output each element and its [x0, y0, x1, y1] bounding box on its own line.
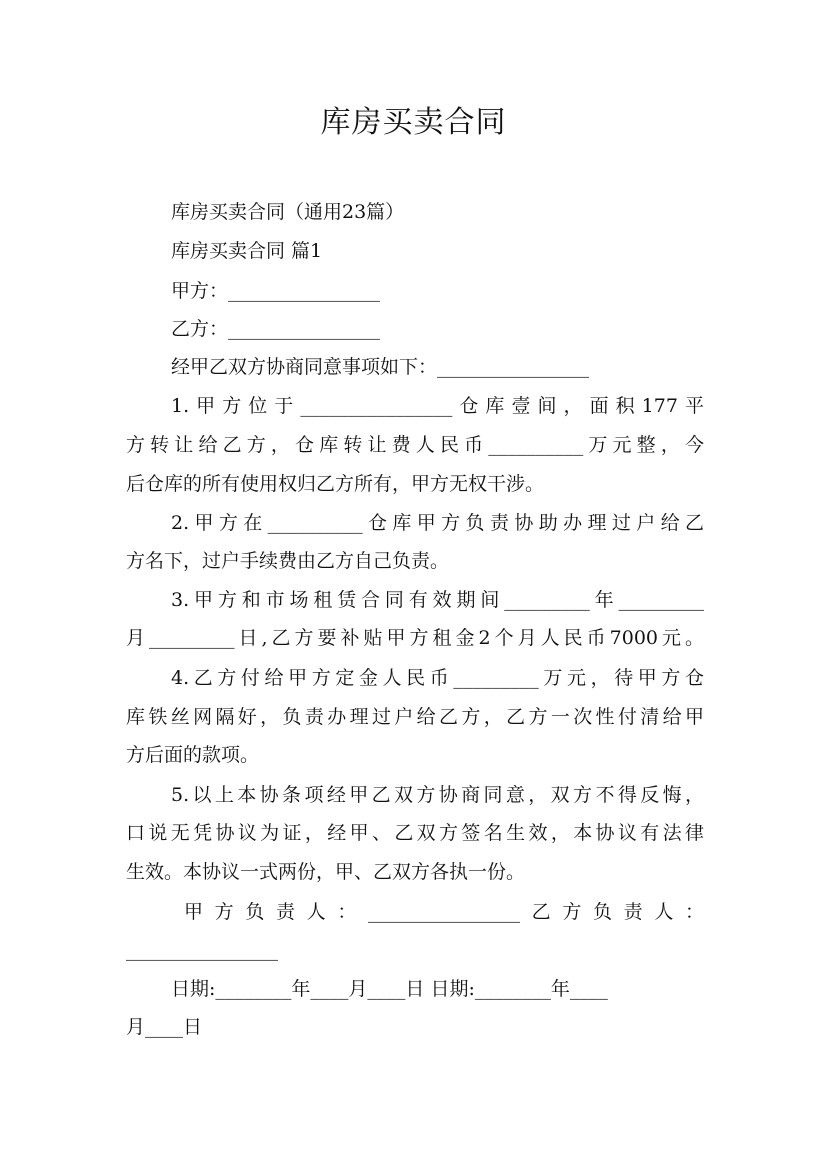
date-line: 日期:________年____月____日 日期:________年____	[171, 978, 608, 1000]
clause-4-line-2: 库铁丝网隔好，负责办理过户给乙方，乙方一次性付清给甲	[126, 706, 704, 728]
clause-2-line-1: 2.甲方在__________仓库甲方负责协助办理过户给乙	[171, 512, 704, 534]
clause-2-line-2: 方名下，过户手续费由乙方自己负责。	[126, 550, 450, 572]
section-heading: 库房买卖合同 篇1	[171, 240, 323, 262]
subtitle-line: 库房买卖合同（通用23篇）	[171, 201, 405, 223]
clause-5-line-3: 生效。本协议一式两份，甲、乙双方各执一份。	[126, 861, 526, 883]
clause-5-line-1: 5.以上本协条项经甲乙双方协商同意，双方不得反悔，	[171, 784, 704, 806]
clause-3-line-1: 3.甲方和市场租赁合同有效期间_________年_________	[171, 589, 704, 611]
clause-4-line-1: 4.乙方付给甲方定金人民币_________万元，待甲方仓	[171, 667, 704, 689]
clause-1-line-2: 方转让给乙方，仓库转让费人民币__________万元整，今	[126, 434, 704, 456]
signature-blank: ________________	[126, 939, 278, 961]
clause-3-line-2: 月_________日,乙方要补贴甲方租金2个月人民币7000元。	[126, 627, 704, 649]
agreement-intro: 经甲乙双方协商同意事项如下：________________	[171, 356, 590, 378]
clause-4-line-3: 方后面的款项。	[126, 744, 260, 766]
date-line-end: 月____日	[126, 1016, 203, 1038]
signature-line: 甲方负责人：________________乙方负责人：	[184, 901, 704, 923]
clause-1-line-3: 后仓库的所有使用权归乙方所有，甲方无权干涉。	[126, 473, 545, 495]
party-b-line: 乙方：________________	[171, 318, 381, 340]
party-a-line: 甲方：________________	[171, 280, 381, 302]
clause-1-line-1: 1.甲方位于________________仓库壹间，面积177平	[171, 395, 704, 417]
clause-5-line-2: 口说无凭协议为证，经甲、乙双方签名生效，本协议有法律	[126, 822, 704, 844]
document-title: 库房买卖合同	[320, 105, 507, 140]
